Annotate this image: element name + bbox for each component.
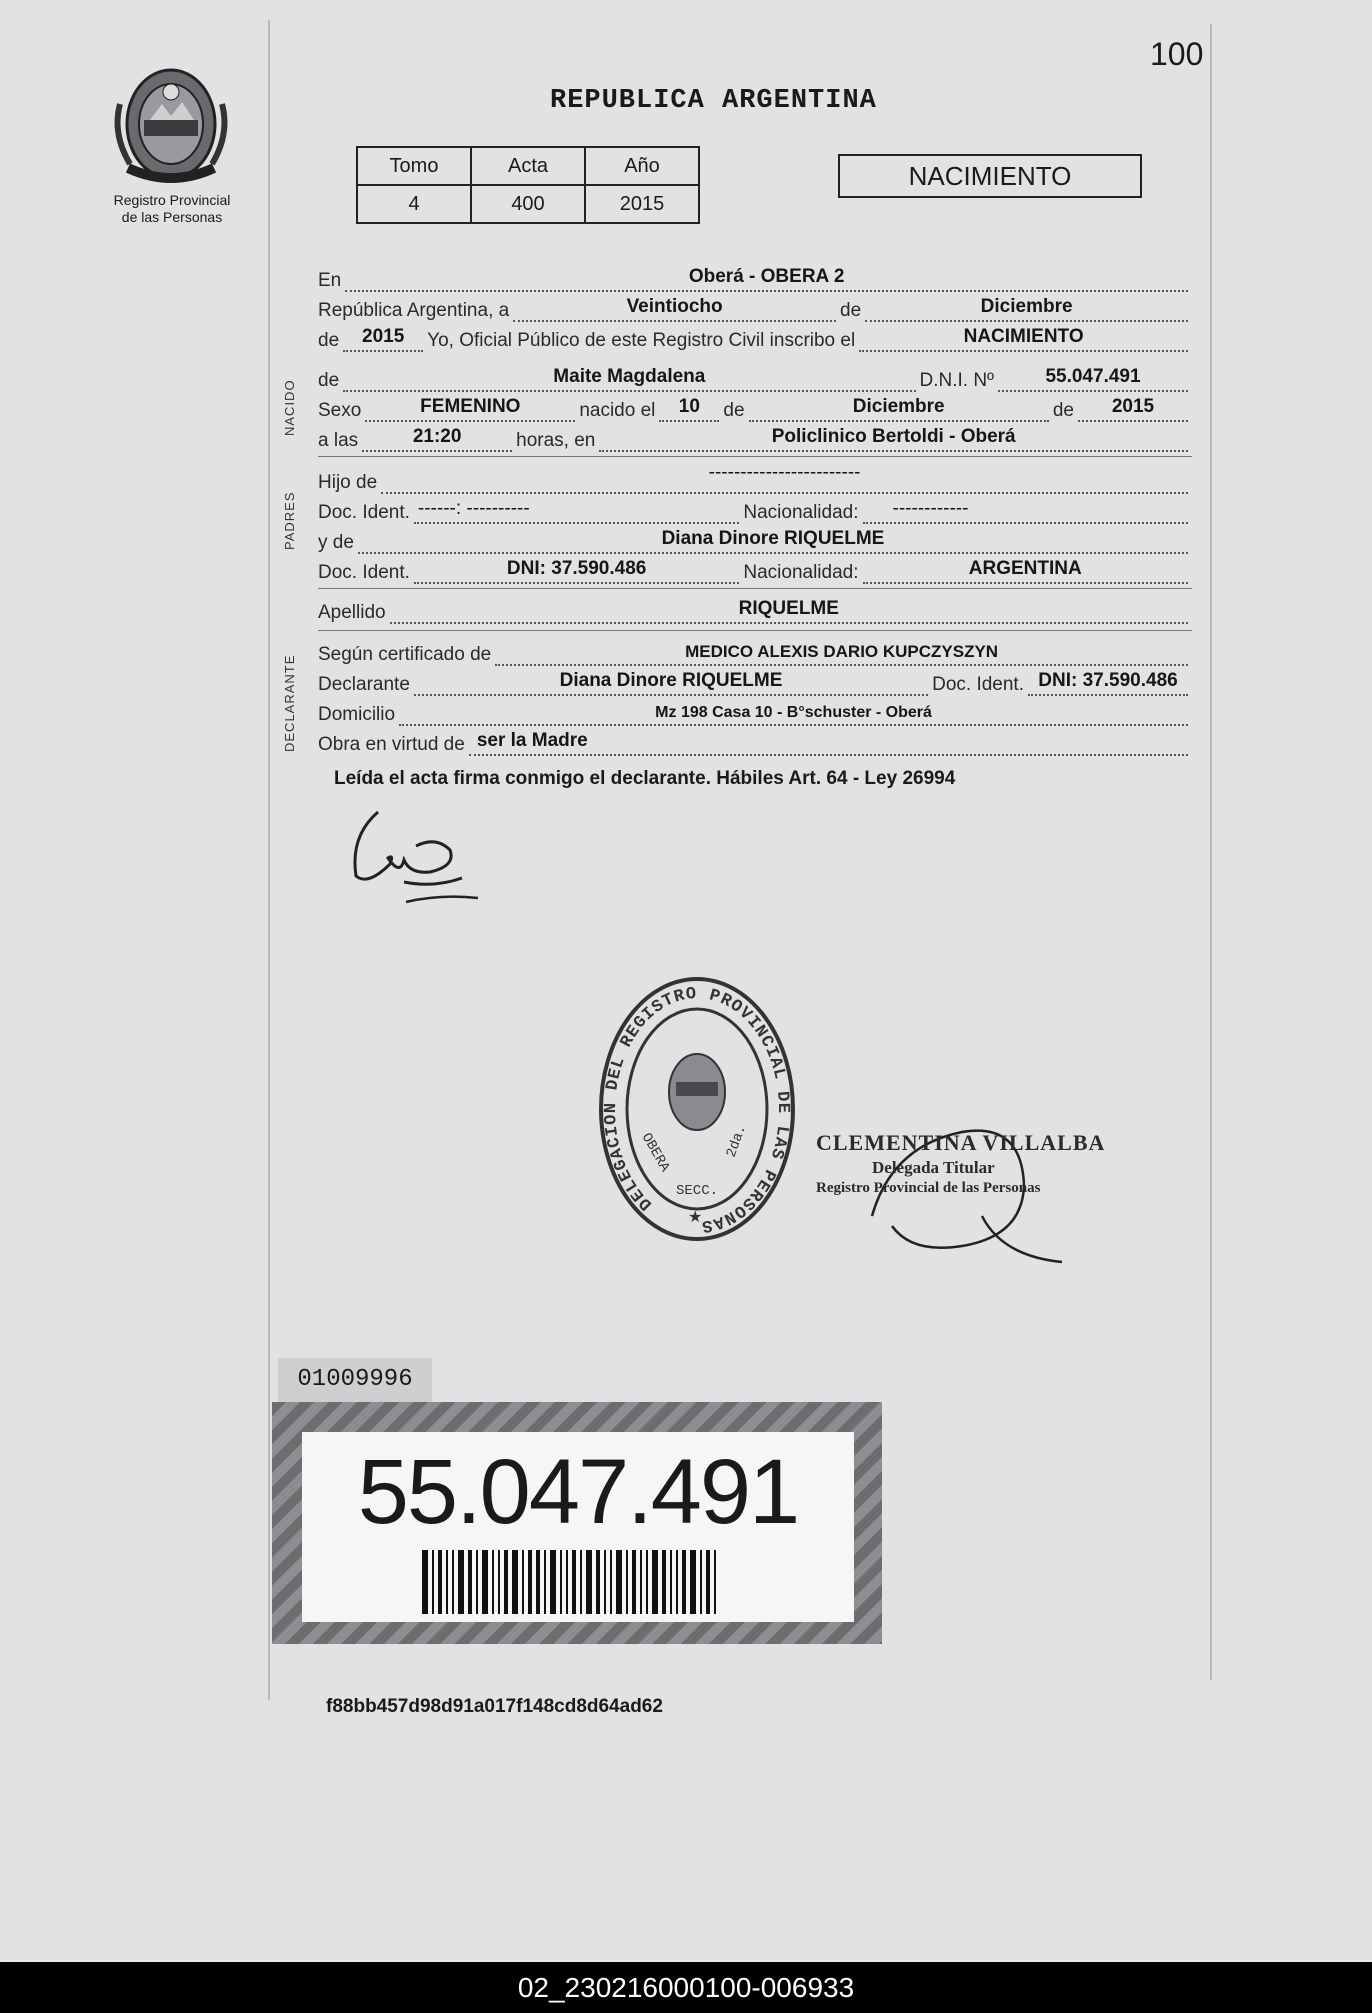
- barcode-bar: [586, 1550, 592, 1614]
- row-capacity: [318, 728, 1192, 756]
- sticker-number: 55.047.491: [357, 1441, 799, 1543]
- barcode-bar: [714, 1550, 716, 1614]
- barcode-bar: [596, 1550, 600, 1614]
- official-office: Registro Provincial de las Personas: [816, 1180, 1041, 1196]
- field-birth-day: [659, 396, 719, 422]
- value-year: 2015: [362, 326, 405, 347]
- value-mother-nat: ARGENTINA: [968, 558, 1082, 579]
- value-capacity: ser la Madre: [476, 730, 588, 751]
- row-father: [318, 462, 1192, 494]
- field-declarant-doc: [1028, 670, 1188, 696]
- label-a-las: a las: [318, 430, 359, 451]
- barcode-bar: [492, 1550, 494, 1614]
- document-title: REPUBLICA ARGENTINA: [550, 86, 877, 116]
- value-father-doc: ------: ----------: [417, 498, 530, 519]
- barcode-bar: [640, 1550, 642, 1614]
- field-surname: [390, 598, 1188, 624]
- field-name: [343, 366, 915, 392]
- label-doc-ident-1: Doc. Ident.: [318, 502, 410, 523]
- value-time: 21:20: [412, 426, 462, 447]
- row-date: [318, 294, 1192, 322]
- label-en: En: [318, 270, 342, 291]
- value-month: Diciembre: [980, 296, 1073, 317]
- barcode-bar: [662, 1550, 666, 1614]
- row-surname: [318, 596, 1192, 624]
- field-father-doc: [414, 498, 739, 524]
- separator-1: [318, 456, 1192, 457]
- barcode-bar: [422, 1550, 428, 1614]
- value-address: Mz 198 Casa 10 - B°schuster - Oberá: [655, 704, 932, 721]
- official-name: CLEMENTINA VILLALBA: [816, 1130, 1106, 1155]
- barcode-bar: [550, 1550, 556, 1614]
- barcode-bar: [682, 1550, 686, 1614]
- label-sexo: Sexo: [318, 400, 362, 421]
- barcode-bar: [690, 1550, 696, 1614]
- barcode-bar: [482, 1550, 488, 1614]
- ano-header: Año: [585, 147, 699, 185]
- barcode-bar: [700, 1550, 702, 1614]
- barcode-bar: [572, 1550, 576, 1614]
- label-dni: D.N.I. Nº: [919, 370, 994, 391]
- barcode-bar: [706, 1550, 710, 1614]
- value-birth-place: Policlinico Bertoldi - Oberá: [771, 426, 1016, 447]
- barcode-bar: [560, 1550, 562, 1614]
- barcode-bar: [432, 1550, 434, 1614]
- section-born-label: NACIDO: [282, 379, 297, 436]
- barcode-bar: [512, 1550, 518, 1614]
- official-title: Delegada Titular: [872, 1158, 995, 1177]
- barcode-bar: [652, 1550, 658, 1614]
- volume-table: [356, 146, 700, 224]
- barcode-bar: [476, 1550, 478, 1614]
- field-address: [399, 704, 1188, 726]
- barcode-bar: [528, 1550, 532, 1614]
- label-republica: República Argentina, a: [318, 300, 510, 321]
- field-birth-month: [749, 396, 1049, 422]
- row-mother: [318, 526, 1192, 554]
- barcode-bar: [544, 1550, 546, 1614]
- label-horas-en: horas, en: [516, 430, 596, 451]
- seal-inner-bottom: SECC.: [676, 1183, 719, 1199]
- label-de-1: de: [840, 300, 862, 321]
- sticker-barcode-icon: [422, 1550, 782, 1614]
- field-capacity: [469, 730, 1188, 756]
- section-declarant-label: DECLARANTE: [282, 654, 297, 752]
- tomo-header: Tomo: [357, 147, 471, 185]
- label-de-2: de: [318, 330, 340, 351]
- barcode-bar: [616, 1550, 622, 1614]
- barcode-bar: [438, 1550, 442, 1614]
- seal-inner-left: OBERA: [637, 1130, 673, 1175]
- field-father: [381, 462, 1188, 494]
- seal-ring-text: DELEGACION DEL REGISTRO PROVINCIAL DE LAS PERSONAS: [601, 984, 793, 1236]
- seal-inner-right: 2da.: [723, 1122, 751, 1160]
- label-nacionalidad-1: Nacionalidad:: [743, 502, 859, 523]
- label-obra: Obra en virtud de: [318, 734, 465, 755]
- label-apellido: Apellido: [318, 602, 386, 623]
- field-place: [345, 266, 1188, 292]
- barcode-bar: [522, 1550, 524, 1614]
- barcode-bar: [498, 1550, 500, 1614]
- barcode-bar: [626, 1550, 628, 1614]
- value-father-nat: ------------: [892, 498, 969, 519]
- barcode-bar: [452, 1550, 454, 1614]
- right-margin-line: [1210, 24, 1212, 1680]
- label-yo: Yo, Oficial Público de este Registro Civil inscribo el: [427, 330, 856, 351]
- field-time: [362, 426, 512, 452]
- page-number: 100: [1150, 36, 1204, 72]
- misiones-coat-of-arms-icon: [110, 64, 232, 188]
- row-name: [318, 364, 1192, 392]
- value-certificate: MEDICO ALEXIS DARIO KUPCZYSZYN: [685, 642, 999, 661]
- value-place: Oberá - OBERA 2: [688, 266, 845, 287]
- label-domicilio: Domicilio: [318, 704, 396, 725]
- field-year: [343, 326, 423, 352]
- row-address: [318, 698, 1192, 726]
- act-type-box: NACIMIENTO: [838, 154, 1142, 198]
- row-time: [318, 424, 1192, 452]
- barcode-bar: [580, 1550, 582, 1614]
- barcode-bar: [468, 1550, 472, 1614]
- value-name: Maite Magdalena: [553, 366, 706, 387]
- row-year: [318, 324, 1192, 352]
- value-mother: Diana Dinore RIQUELME: [661, 528, 885, 549]
- section-parents-label: PADRES: [282, 491, 297, 550]
- value-father: ------------------------: [708, 462, 861, 483]
- barcode-bar: [604, 1550, 606, 1614]
- label-nacionalidad-2: Nacionalidad:: [743, 562, 859, 583]
- field-day-words: [513, 296, 836, 322]
- sticker-label: [302, 1432, 854, 1622]
- value-declarant-doc: DNI: 37.590.486: [1038, 670, 1178, 691]
- separator-3: [318, 630, 1192, 631]
- label-doc-ident-3: Doc. Ident.: [932, 674, 1024, 695]
- barcode-bar: [458, 1550, 464, 1614]
- row-declarant: [318, 668, 1192, 696]
- field-birth-year: [1078, 396, 1188, 422]
- field-mother-doc: [414, 558, 739, 584]
- registry-seal-icon: [596, 972, 798, 1246]
- value-act: NACIMIENTO: [963, 326, 1084, 347]
- value-mother-doc: DNI: 37.590.486: [506, 558, 647, 579]
- field-sex: [365, 396, 575, 422]
- label-de-4: de: [723, 400, 745, 421]
- label-de-3: de: [318, 370, 340, 391]
- field-mother-nat: [863, 558, 1188, 584]
- value-surname: RIQUELME: [738, 598, 839, 619]
- field-dni: [998, 366, 1188, 392]
- value-birth-year: 2015: [1111, 396, 1155, 417]
- label-nacido-el: nacido el: [579, 400, 656, 421]
- value-birth-month: Diciembre: [852, 396, 945, 417]
- registry-line1: Registro Provincial: [113, 192, 231, 208]
- registry-caption: [88, 192, 256, 226]
- seal-star-icon: ★: [688, 1209, 703, 1226]
- barcode-bar: [670, 1550, 672, 1614]
- acta-value: 400: [471, 185, 585, 223]
- barcode-bar: [676, 1550, 678, 1614]
- field-act: [859, 326, 1188, 352]
- control-number-stamp: 01009996: [278, 1358, 432, 1402]
- barcode-bar: [446, 1550, 448, 1614]
- barcode-bar: [566, 1550, 568, 1614]
- scan-footer-id: 02_230216000100-006933: [0, 1962, 1372, 2013]
- label-declarante: Declarante: [318, 674, 410, 695]
- security-sticker: [272, 1402, 882, 1644]
- field-month: [865, 296, 1188, 322]
- barcode-bar: [632, 1550, 636, 1614]
- field-birth-place: [599, 426, 1188, 452]
- field-father-nat: [863, 498, 1188, 524]
- barcode-bar: [536, 1550, 540, 1614]
- label-de-5: de: [1052, 400, 1074, 421]
- left-margin-line: [268, 20, 270, 1700]
- row-certificate: [318, 638, 1192, 666]
- acta-header: Acta: [471, 147, 585, 185]
- label-segun: Según certificado de: [318, 644, 492, 665]
- label-y-de: y de: [318, 532, 354, 553]
- value-day-words: Veintiocho: [626, 296, 723, 317]
- row-place: [318, 264, 1192, 292]
- barcode-bar: [610, 1550, 612, 1614]
- registry-line2: de las Personas: [121, 209, 223, 225]
- value-declarant: Diana Dinore RIQUELME: [559, 670, 783, 691]
- value-dni: 55.047.491: [1045, 366, 1141, 387]
- value-birth-day: 10: [678, 396, 700, 417]
- field-mother: [358, 528, 1188, 554]
- value-sex: FEMENINO: [420, 396, 521, 417]
- row-mother-doc: [318, 556, 1192, 584]
- row-father-doc: [318, 496, 1192, 524]
- label-doc-ident-2: Doc. Ident.: [318, 562, 410, 583]
- label-hijo-de: Hijo de: [318, 472, 378, 493]
- barcode-bar: [646, 1550, 648, 1614]
- row-sex: [318, 394, 1192, 422]
- field-declarant: [414, 670, 928, 696]
- tomo-value: 4: [357, 185, 471, 223]
- field-certificate: [495, 644, 1188, 666]
- separator-2: [318, 588, 1192, 589]
- official-stamp: [816, 1130, 1105, 1197]
- document-hash: f88bb457d98d91a017f148cd8d64ad62: [326, 1696, 663, 1717]
- declarant-signature-icon: [344, 802, 484, 912]
- ano-value: 2015: [585, 185, 699, 223]
- closing-statement: Leída el acta firma conmigo el declarante. Hábiles Art. 64 - Ley 26994: [334, 768, 956, 789]
- barcode-bar: [504, 1550, 508, 1614]
